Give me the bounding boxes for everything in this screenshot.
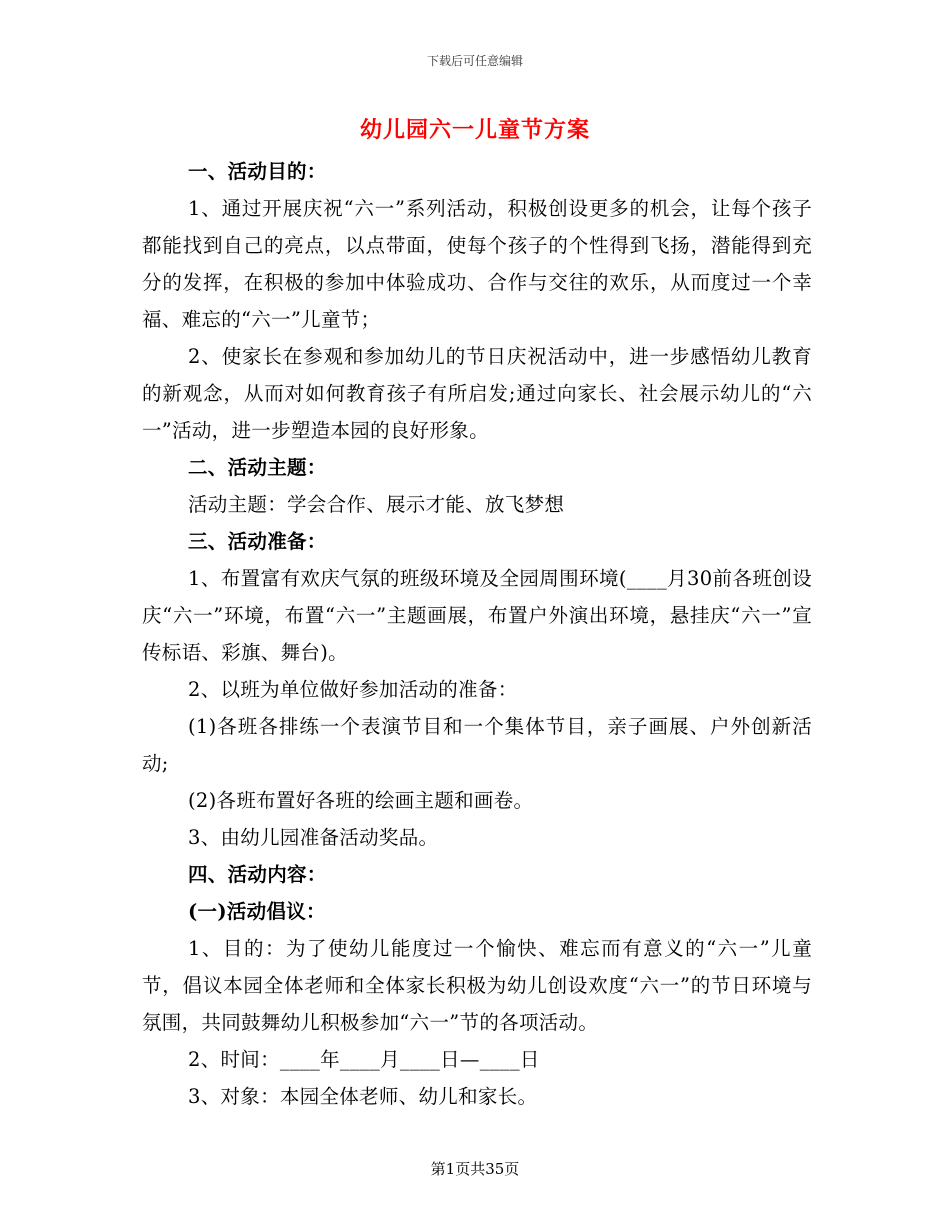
section-heading-content: 四、活动内容： — [188, 863, 327, 886]
paragraph-purpose-2: 2、使家长在参观和参加幼儿的节日庆祝活动中，进一步感悟幼儿教育的新观念，从而对如何教育孩子有所启发;通过向家长、社会展示幼儿的“六一”活动，进一步塑造本园的良好形象。 — [142, 345, 812, 442]
paragraph-preparation-2-2: (2)各班布置好各班的绘画主题和画卷。 — [188, 789, 534, 812]
paragraph-initiative-audience: 3、对象：本园全体老师、幼儿和家长。 — [188, 1085, 538, 1108]
paragraph-preparation-2-1: (1)各班各排练一个表演节目和一个集体节目，亲子画展、户外创新活动; — [142, 715, 812, 775]
header-note: 下载后可任意编辑 — [426, 54, 523, 68]
paragraph-theme: 活动主题：学会合作、展示才能、放飞梦想 — [188, 493, 565, 516]
paragraph-preparation-2: 2、以班为单位做好参加活动的准备： — [188, 678, 518, 701]
subsection-heading-initiative: (一)活动倡议： — [188, 900, 326, 923]
paragraph-purpose-1: 1、通过开展庆祝“六一”系列活动，积极创设更多的机会，让每个孩子都能找到自己的亮点，以点带面，使每个孩子的个性得到飞扬，潜能得到充分的发挥，在积极的参加中体验成功、合作与交往的欢乐，从而度过一个幸福、难忘的“六一”儿童节； — [142, 197, 812, 331]
document-body — [142, 153, 812, 1115]
page-number: 第1页共35页 — [430, 1160, 520, 1178]
paragraph-preparation-3: 3、由幼儿园准备活动奖品。 — [188, 826, 439, 849]
paragraph-initiative-time: 2、时间：____年____月____日—____日 — [188, 1048, 540, 1071]
paragraph-initiative-purpose: 1、目的：为了使幼儿能度过一个愉快、难忘而有意义的“六一”儿童节，倡议本园全体老师和全体家长积极为幼儿创设欢度“六一”的节日环境与氛围，共同鼓舞幼儿积极参加“六一”节的各项活动。 — [142, 937, 812, 1034]
section-heading-theme: 二、活动主题： — [188, 456, 327, 479]
section-heading-preparation: 三、活动准备： — [188, 530, 327, 553]
paragraph-preparation-1: 1、布置富有欢庆气氛的班级环境及全园周围环境(____月30前各班创设庆“六一”环境，布置“六一”主题画展，布置户外演出环境，悬挂庆“六一”宣传标语、彩旗、舞台)。 — [142, 567, 812, 664]
section-heading-purpose: 一、活动目的： — [188, 160, 327, 183]
document-title: 幼儿园六一儿童节方案 — [359, 117, 590, 143]
